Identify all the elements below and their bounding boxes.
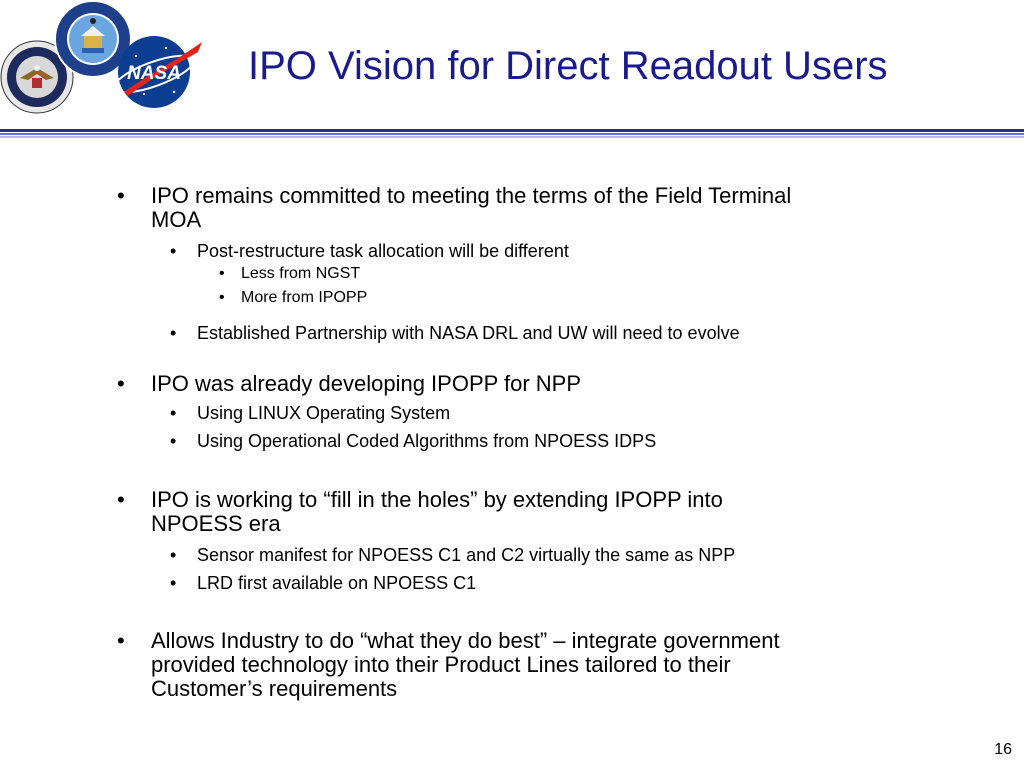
page-number: 16 — [994, 741, 1012, 758]
bullet-mark: • — [170, 323, 177, 343]
bullet-text: IPO was already developing IPOPP for NPP — [151, 371, 582, 396]
bullet-text: Allows Industry to do “what they do best” – integrate government — [151, 628, 780, 653]
bullet-mark: • — [117, 628, 125, 653]
bullet-mark: • — [170, 403, 177, 423]
bullet-text: Established Partnership with NASA DRL and UW will need to evolve — [197, 323, 740, 343]
bullet-mark: • — [170, 431, 177, 451]
bullet-text: IPO is working to “fill in the holes” by extending IPOPP into — [151, 487, 723, 512]
header-rule-line — [0, 136, 1024, 138]
bullet-mark: • — [117, 183, 125, 208]
nasa-meatball-icon — [114, 34, 204, 110]
bullet-text: MOA — [151, 207, 202, 232]
bullet-mark: • — [117, 487, 125, 512]
header-rule-line — [0, 129, 1024, 132]
bullet-text: LRD first available on NPOESS C1 — [197, 573, 477, 593]
slide-title: IPO Vision for Direct Readout Users — [248, 44, 888, 88]
bullet-text: Using Operational Coded Algorithms from NPOESS IDPS — [197, 431, 657, 451]
bullet-text: provided technology into their Product Lines tailored to their — [151, 652, 731, 677]
bullet-mark: • — [117, 371, 125, 396]
bullet-text: Sensor manifest for NPOESS C1 and C2 virtually the same as NPP — [197, 545, 736, 565]
bullet-text: Customer’s requirements — [151, 676, 398, 701]
bullet-text: IPO remains committed to meeting the terms of the Field Terminal — [151, 183, 792, 208]
bullet-mark: • — [219, 289, 225, 306]
bullet-mark: • — [170, 573, 177, 593]
bullet-text: More from IPOPP — [241, 289, 368, 306]
header-rule-line — [0, 133, 1024, 135]
bullet-text: Less from NGST — [241, 265, 361, 282]
bullet-text: Post-restructure task allocation will be different — [197, 241, 569, 261]
bullet-mark: • — [219, 265, 225, 282]
bullet-mark: • — [170, 545, 177, 565]
bullet-mark: • — [170, 241, 177, 261]
bullet-text: Using LINUX Operating System — [197, 403, 451, 423]
header-rule — [0, 129, 1024, 145]
nasa-logo-text: NASA — [127, 63, 181, 84]
bullet-text: NPOESS era — [151, 511, 281, 536]
